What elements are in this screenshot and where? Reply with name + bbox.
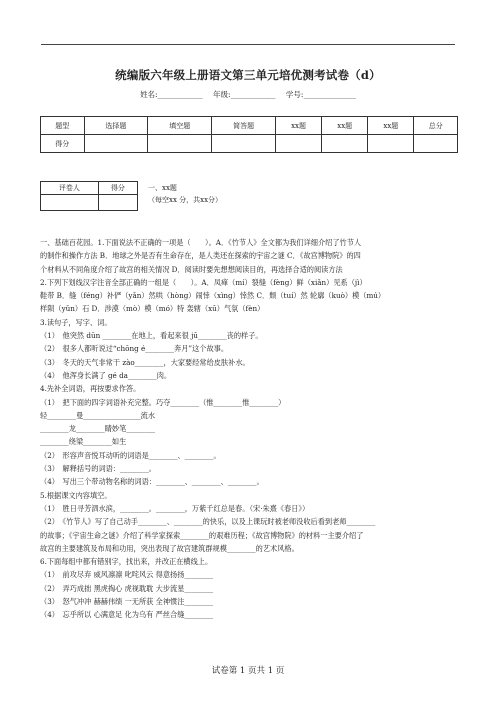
header-cell: 题型 bbox=[41, 117, 85, 135]
header-cell: 简答题 bbox=[212, 117, 276, 135]
question-line: （3） 冬天的天气非常干 zào________，大家要经常给皮肤补水。 bbox=[40, 357, 250, 367]
page-title: 统编版六年级上册语文第三单元培优测考试卷（d） bbox=[115, 68, 381, 82]
question-line: 样陨（yǔn）石 D．涉漠（mò）模（mó）特 轰辖（xū）气氛（fèn） bbox=[40, 304, 265, 314]
question-line: 个材料从不同角度介绍了故宫的相关情况 D．阅读时要先想想阅读目的，再选择合适的阅读方法 bbox=[40, 264, 343, 274]
grader-table bbox=[40, 181, 138, 211]
question-line: （4） 他浑身长满了 gé da________肉。 bbox=[40, 370, 172, 380]
question-line: ________绕梁________如生 bbox=[40, 437, 127, 447]
score-cell[interactable] bbox=[212, 135, 276, 153]
score-table-header bbox=[41, 117, 458, 135]
score-cell[interactable] bbox=[414, 135, 458, 153]
student-info-fields bbox=[0, 89, 496, 100]
section-title: 一、xx题 bbox=[148, 184, 177, 192]
header-cell: xx题 bbox=[322, 117, 368, 135]
score-cell[interactable] bbox=[84, 135, 148, 153]
student-id-field[interactable]: 学号:______________ bbox=[285, 90, 356, 99]
question-line: （2） 弄巧成拙 黑虎掏心 虎视耽耽 大步流星________ bbox=[40, 583, 214, 593]
question-line: （1） 前攻尽弃 威风凛凛 叱咤风云 得意扬扬________ bbox=[40, 570, 214, 580]
score-cell[interactable] bbox=[148, 135, 212, 153]
question-line: 的故事；《宇宙生命之谜》介绍了科学家探索________的艰难历程；《故宫博物院》的材料一主要介绍了 bbox=[40, 530, 364, 540]
question-line: （1） 胜日寻芳泗水滨，________。________，万紫千红总是春。（宋·朱熹《春日》） bbox=[40, 503, 310, 513]
question-line: 6.下面每组中都有错别字，找出来，并改正在横线上。 bbox=[40, 557, 213, 567]
question-line: （1） 把下面的四字词语补充完整。巧夺________（惟________惟________） bbox=[40, 397, 286, 407]
grade-field[interactable]: 年级:____________ bbox=[212, 90, 276, 99]
score-cell[interactable] bbox=[368, 135, 414, 153]
header-cell: 总分 bbox=[414, 117, 458, 135]
question-line: （1） 他突然 dūn ________在地上，看起来很 jū________丧的样子。 bbox=[40, 331, 263, 341]
grader-score-label: 得分 bbox=[98, 182, 137, 195]
question-body bbox=[40, 236, 460, 622]
question-line: （3） 解释括号的词语：________。 bbox=[40, 464, 156, 474]
question-line: 5.根据课文内容填空。 bbox=[40, 490, 112, 500]
grader-label: 评卷人 bbox=[41, 182, 99, 195]
section-subtitle: （每空xx 分，共xx分） bbox=[148, 196, 223, 204]
header-rule bbox=[41, 44, 455, 45]
question-line: 轻________曼________________流水 bbox=[40, 410, 156, 420]
question-line: （4） 忘乎所以 心满意足 化为乌有 严丝合缝________ bbox=[40, 610, 214, 620]
question-line: （2） 形容声音悦耳动听的词语是________、________。 bbox=[40, 450, 221, 460]
page-footer: 试卷第 1 页共 1 页 bbox=[211, 666, 285, 676]
header-cell: xx题 bbox=[276, 117, 322, 135]
header-cell: 填空题 bbox=[148, 117, 212, 135]
header-cell: xx题 bbox=[368, 117, 414, 135]
score-cell[interactable] bbox=[276, 135, 322, 153]
row-label: 得分 bbox=[41, 135, 85, 153]
score-table-row bbox=[41, 135, 458, 153]
question-line: 的制作和操作方法 B．地球之外是否有生命存在，是人类还在探索的宇宙之谜 C．《故宫博物院》的四 bbox=[40, 251, 361, 261]
header-cell: 选择题 bbox=[84, 117, 148, 135]
question-line: 鞋带 B．缝（féng）补俨（yǎn）然哄（hòng）闹悻（xìng）悻然 C．颓（tuí）然 轮廓（kuò）模（mú） bbox=[40, 291, 386, 301]
question-line: （2） 《竹节人》写了自己动手________、________的快乐，以及上课玩时被老师没收后看到老师________ bbox=[40, 517, 376, 527]
score-cell[interactable] bbox=[322, 135, 368, 153]
question-line: （2） 很多人都听说过“chōng é________奔月”这个故事。 bbox=[40, 344, 229, 354]
score-table bbox=[40, 116, 458, 153]
question-line: 3.读句子，写字、词。 bbox=[40, 317, 112, 327]
question-line: 4.先补全词语，再按要求作答。 bbox=[40, 384, 141, 394]
question-line: 2.下列下划线汉字注音全部正确的一组是（ ）。A．凤瘅（mí）裂缝（fèng）鲜（xiǎn）见系（jì） bbox=[40, 277, 367, 287]
question-line: （4） 写出三个带动物名称的词语：________、________、________。 bbox=[40, 477, 264, 487]
name-field[interactable]: 姓名:____________ bbox=[140, 90, 203, 99]
question-line: 一、基础百花园。1.下面说法不正确的一项是（ ）。A．《竹节人》全文都为我们详细介绍了竹节人 bbox=[40, 238, 362, 247]
question-line: 故宫的主要建筑及布局和功用，突出表现了故宫建筑群规模________的艺术风格。 bbox=[40, 543, 299, 553]
grader-score-cell[interactable] bbox=[98, 195, 137, 211]
question-line: （3） 怒气冲冲 赫赫伟绩 一无所获 全神惯注________ bbox=[40, 597, 214, 607]
question-line: ________龙________睛妙笔________ bbox=[40, 424, 156, 434]
section-heading bbox=[148, 182, 222, 206]
grader-cell[interactable] bbox=[41, 195, 99, 211]
